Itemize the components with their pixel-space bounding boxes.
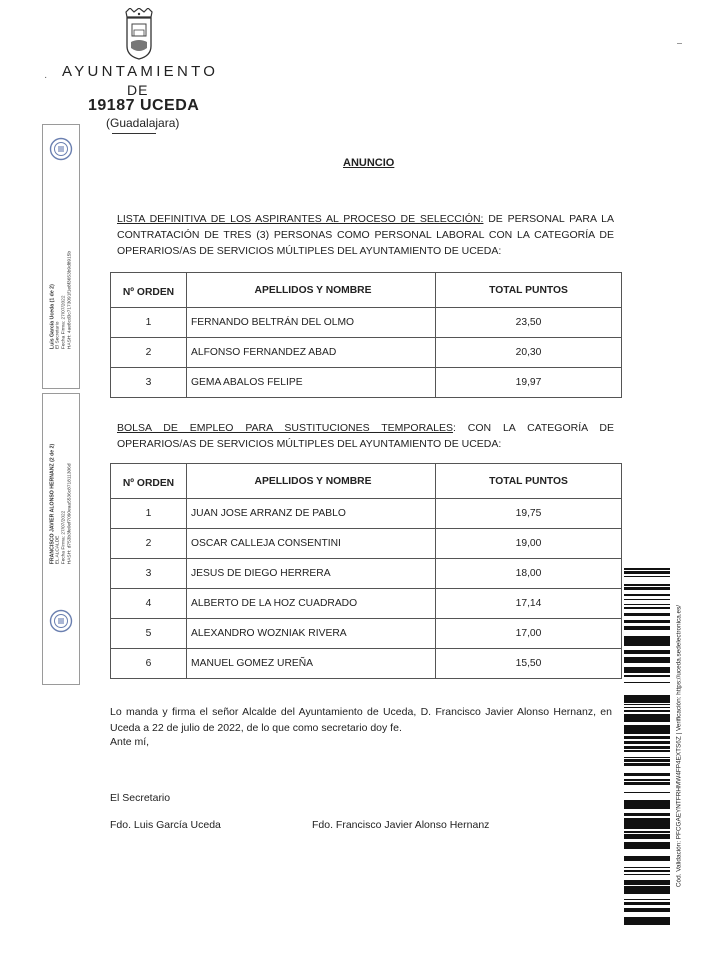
- signature-block-1: [42, 124, 80, 389]
- name-cell: MANUEL GOMEZ UREÑA: [187, 649, 436, 679]
- order-cell: 3: [111, 559, 187, 589]
- column-header-name: APELLIDOS Y NOMBRE: [187, 464, 436, 499]
- table-row: [111, 368, 622, 398]
- section-1-intro: [117, 211, 614, 259]
- section-2-heading: BOLSA DE EMPLEO PARA SUSTITUCIONES TEMPORALES: [117, 422, 454, 434]
- order-cell: 2: [111, 338, 187, 368]
- signer-role: EL ALCALDE: [55, 535, 61, 565]
- signature-hash: HASH: d753b3fe0ef7090eaa5536c871811306d: [66, 463, 72, 565]
- name-cell: ALEXANDRO WOZNIAK RIVERA: [187, 619, 436, 649]
- name-cell: ALBERTO DE LA HOZ CUADRADO: [187, 589, 436, 619]
- selection-results-table: [110, 272, 622, 398]
- section-1-heading: LISTA DEFINITIVA DE LOS ASPIRANTES AL PROCESO DE SELECCIÓN:: [117, 213, 484, 225]
- order-cell: 5: [111, 619, 187, 649]
- name-cell: GEMA ABALOS FELIPE: [187, 368, 436, 398]
- barcode-icon: [624, 568, 670, 930]
- points-cell: 18,00: [436, 559, 622, 589]
- seal-icon: [49, 609, 73, 633]
- order-cell: 1: [111, 308, 187, 338]
- table-row: [111, 619, 622, 649]
- points-cell: 19,00: [436, 529, 622, 559]
- table-row: [111, 559, 622, 589]
- points-cell: 19,75: [436, 499, 622, 529]
- order-cell: 3: [111, 368, 187, 398]
- section-2-intro: [117, 420, 614, 452]
- municipality-postcode-town: 19187 UCEDA: [88, 97, 200, 114]
- corner-mark: [677, 43, 682, 44]
- name-cell: FERNANDO BELTRÁN DEL OLMO: [187, 308, 436, 338]
- closing-statement: Lo manda y firma el señor Alcalde del Ayuntamiento de Uceda, D. Francisco Javier Alonso Hernanz, en Uceda a 22 de julio de 2022, de lo que como secretario doy fe.: [110, 706, 612, 734]
- table-row: [111, 589, 622, 619]
- table-row: [111, 338, 622, 368]
- points-cell: 15,50: [436, 649, 622, 679]
- validation-code: Cód. Validación: PFCGAEYNTFRHMW4FP4EXTS6Z | Verificación: https://uceda.sedelectronica.es/: [675, 604, 683, 888]
- signature-date: Fecha Firma: 27/07/2022: [61, 295, 67, 350]
- closing-before-me: Ante mí,: [110, 736, 150, 748]
- section-1-text: DE PERSONAL PARA LA CONTRATACIÓN DE TRES (3) PERSONAS COMO PERSONAL LABORAL CON LA CATEGORÍA DE OPERARIOS/AS DE SERVICIOS MÚLTIPLES DEL AYUNTAMIENTO DE UCEDA:: [117, 213, 614, 257]
- page-title: ANUNCIO: [343, 157, 395, 169]
- column-header-name: APELLIDOS Y NOMBRE: [187, 273, 436, 308]
- column-header-points: TOTAL PUNTOS: [436, 464, 622, 499]
- points-cell: 17,14: [436, 589, 622, 619]
- municipality-name: AYUNTAMIENTO: [62, 63, 219, 80]
- coat-of-arms-icon: [122, 8, 156, 60]
- name-cell: OSCAR CALLEJA CONSENTINI: [187, 529, 436, 559]
- table-header-row: [111, 273, 622, 308]
- signature-date: Fecha Firma: 27/07/2022: [61, 510, 67, 565]
- signature-hash: HASH: 4ae8cd3c7173091f1e8f3653b9d8915b: [66, 250, 72, 350]
- municipality-connector: DE: [127, 82, 149, 98]
- employment-pool-table: [110, 463, 622, 679]
- points-cell: 20,30: [436, 338, 622, 368]
- order-cell: 1: [111, 499, 187, 529]
- header-bullet: ·: [44, 72, 48, 83]
- name-cell: ALFONSO FERNANDEZ ABAD: [187, 338, 436, 368]
- seal-icon: [49, 137, 73, 161]
- name-cell: JESUS DE DIEGO HERRERA: [187, 559, 436, 589]
- table-row: [111, 308, 622, 338]
- header-rule: [112, 133, 156, 134]
- table-row: [111, 529, 622, 559]
- column-header-order: Nº ORDEN: [111, 464, 187, 499]
- points-cell: 19,97: [436, 368, 622, 398]
- mayor-signature: Fdo. Francisco Javier Alonso Hernanz: [312, 819, 490, 831]
- secretary-title: El Secretario: [110, 792, 171, 804]
- table-header-row: [111, 464, 622, 499]
- section-2-text: : CON LA CATEGORÍA DE OPERARIOS/AS DE SERVICIOS MÚLTIPLES DEL AYUNTAMIENTO DE UCEDA:: [117, 422, 614, 450]
- table-row: [111, 649, 622, 679]
- order-cell: 2: [111, 529, 187, 559]
- column-header-order: Nº ORDEN: [111, 273, 187, 308]
- order-cell: 4: [111, 589, 187, 619]
- signer-role: El Secretario: [55, 321, 61, 350]
- points-cell: 23,50: [436, 308, 622, 338]
- signer-name: Luis García Uceda (1 de 2): [49, 284, 56, 350]
- signature-block-2: [42, 393, 80, 685]
- order-cell: 6: [111, 649, 187, 679]
- table-row: [111, 499, 622, 529]
- signer-name: FRANCISCO JAVIER ALONSO HERNANZ (2 de 2): [49, 443, 56, 565]
- points-cell: 17,00: [436, 619, 622, 649]
- column-header-points: TOTAL PUNTOS: [436, 273, 622, 308]
- municipality-province: (Guadalajara): [106, 116, 180, 130]
- name-cell: JUAN JOSE ARRANZ DE PABLO: [187, 499, 436, 529]
- secretary-signature: Fdo. Luis García Uceda: [110, 819, 221, 831]
